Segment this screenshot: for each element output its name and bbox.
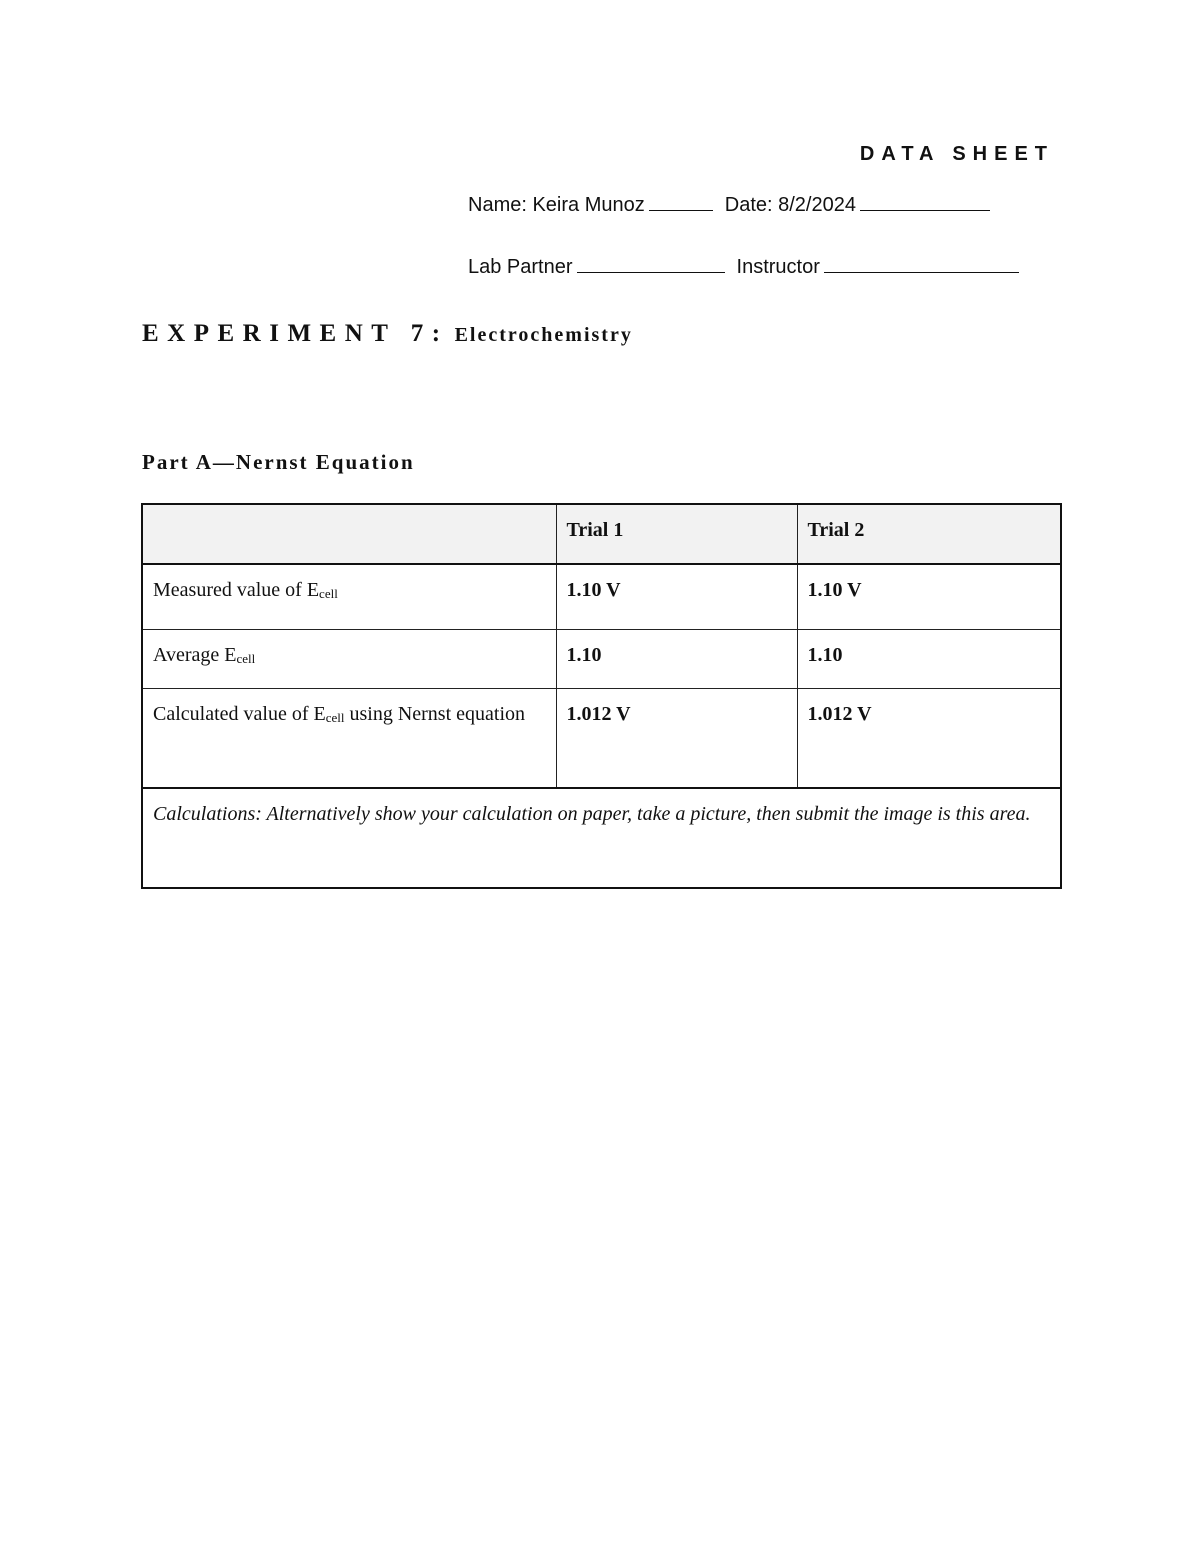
partner-instructor-line: [468, 256, 1056, 279]
date-label: Date:: [724, 194, 779, 216]
calculated-trial-2-value[interactable]: 1.012 V: [797, 689, 1061, 789]
header-cell-trial-1: Trial 1: [556, 504, 797, 564]
header-cell-trial-2: Trial 2: [797, 504, 1061, 564]
experiment-subject: Electrochemistry: [454, 324, 633, 346]
table-row: [142, 630, 1061, 689]
average-trial-2-value[interactable]: 1.10: [797, 630, 1061, 689]
measured-trial-2-value[interactable]: 1.10 V: [797, 564, 1061, 630]
row-label-measured-ecell: Measured value of $E_{cell}$: [142, 564, 556, 630]
name-value[interactable]: Keira Munoz: [532, 194, 645, 216]
lab-partner-label: Lab Partner: [468, 256, 573, 278]
measured-trial-1-value[interactable]: 1.10 V: [556, 564, 797, 630]
experiment-title: [142, 320, 633, 348]
nernst-data-table: [141, 503, 1062, 889]
data-sheet-heading: DATA SHEET: [859, 143, 1054, 165]
table-row: [142, 689, 1061, 789]
calculations-area[interactable]: Calculations: Alternatively show your calculation on paper, take a picture, then submit the image is this area.: [142, 788, 1061, 888]
average-trial-1-value[interactable]: 1.10: [556, 630, 797, 689]
name-label: Name:: [468, 194, 533, 216]
experiment-label: EXPERIMENT 7:: [142, 320, 449, 347]
date-blank[interactable]: [860, 194, 990, 211]
name-date-line: [468, 194, 1056, 217]
row-label-calculated-ecell: Calculated value of $E_{cell}$ using Nernst equation: [142, 689, 556, 789]
calculated-trial-1-value[interactable]: 1.012 V: [556, 689, 797, 789]
instructor-blank[interactable]: [824, 256, 1019, 273]
header-cell-blank: [142, 504, 556, 564]
instructor-label: Instructor: [736, 256, 820, 278]
name-blank[interactable]: [649, 194, 713, 211]
lab-partner-blank[interactable]: [577, 256, 725, 273]
date-value[interactable]: 8/2/2024: [778, 194, 856, 216]
calculations-row: [142, 788, 1061, 888]
table-row: [142, 564, 1061, 630]
part-a-title: Part A—Nernst Equation: [142, 450, 415, 474]
table-header-row: [142, 504, 1061, 564]
row-label-average-ecell: Average $E_{cell}$: [142, 630, 556, 689]
